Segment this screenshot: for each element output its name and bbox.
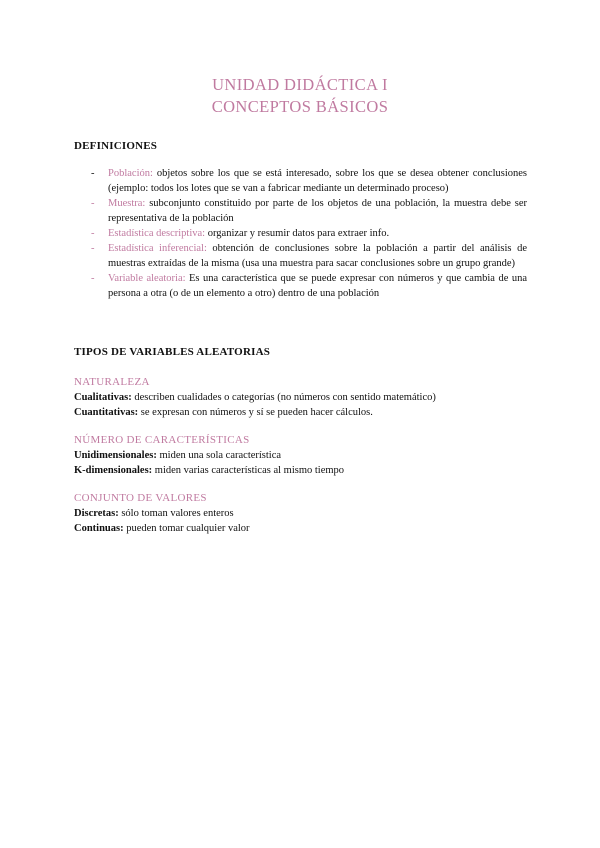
definition-text: objetos sobre los que se está interesado, sobre los que se desea obtener conclusiones (ejemplo: todos los lotes que se van a fabricar mediante un determinado proceso)	[108, 168, 527, 194]
definition-term: Estadística descriptiva:	[108, 228, 206, 239]
list-dash: -	[91, 273, 95, 284]
title-line-2: CONCEPTOS BÁSICOS	[211, 97, 389, 116]
section-row	[74, 448, 534, 463]
row-text: sólo toman valores enteros	[118, 508, 234, 519]
definition-text: subconjunto constituido por parte de los objetos de una población, la muestra debe ser representativa de la población	[108, 198, 527, 224]
section-row	[74, 463, 534, 478]
section-heading: CONJUNTO DE VALORES	[74, 492, 207, 504]
section-heading: NATURALEZA	[74, 376, 150, 388]
definition-text: Es una característica que se puede expresar con números y que cambia de una persona a otra (o de un elemento a otro) dentro de una población	[108, 273, 527, 299]
section-row	[74, 405, 534, 420]
section-row	[74, 521, 534, 536]
section-heading: NÚMERO DE CARACTERÍSTICAS	[74, 434, 250, 446]
definition-text: obtención de conclusiones sobre la población a partir del análisis de muestras extraídas de la misma (usa una muestra para sacar conclusiones sobre un grupo grande)	[108, 243, 527, 269]
definition-term: Muestra:	[108, 198, 146, 209]
definition-item	[91, 196, 527, 226]
definition-item	[91, 271, 527, 301]
definition-term: Variable aleatoria:	[108, 273, 186, 284]
row-text: describen cualidades o categorías (no números con sentido matemático)	[131, 392, 436, 403]
definition-item	[91, 241, 527, 271]
definition-text: organizar y resumir datos para extraer info.	[205, 228, 390, 239]
row-text: miden una sola característica	[156, 450, 282, 461]
row-text: pueden tomar cualquier valor	[123, 523, 250, 534]
definition-item	[91, 166, 527, 196]
title-line-1: UNIDAD DIDÁCTICA I	[212, 75, 388, 94]
row-text: miden varias características al mismo tiempo	[152, 465, 345, 476]
list-dash: -	[91, 168, 95, 179]
row-term: Continuas:	[74, 523, 124, 534]
row-text: se expresan con números y sí se pueden hacer cálculos.	[138, 407, 373, 418]
definition-item	[91, 226, 527, 241]
row-term: Unidimensionales:	[74, 450, 157, 461]
definition-term: Estadística inferencial:	[108, 243, 207, 254]
row-term: Discretas:	[74, 508, 119, 519]
list-dash: -	[91, 243, 95, 254]
definitions-heading: DEFINICIONES	[74, 140, 158, 152]
row-term: Cualitativas:	[74, 392, 132, 403]
section-conjunto-valores	[74, 490, 534, 536]
definitions-list	[91, 166, 527, 301]
definition-term: Población:	[108, 168, 153, 179]
section-naturaleza	[74, 374, 534, 420]
section-row	[74, 390, 534, 405]
row-term: K-dimensionales:	[74, 465, 153, 476]
section-numero-caracteristicas	[74, 432, 534, 478]
document-title	[0, 74, 600, 118]
row-term: Cuantitativas:	[74, 407, 139, 418]
list-dash: -	[91, 228, 95, 239]
tipos-heading: TIPOS DE VARIABLES ALEATORIAS	[74, 346, 271, 358]
list-dash: -	[91, 198, 95, 209]
section-row	[74, 506, 534, 521]
